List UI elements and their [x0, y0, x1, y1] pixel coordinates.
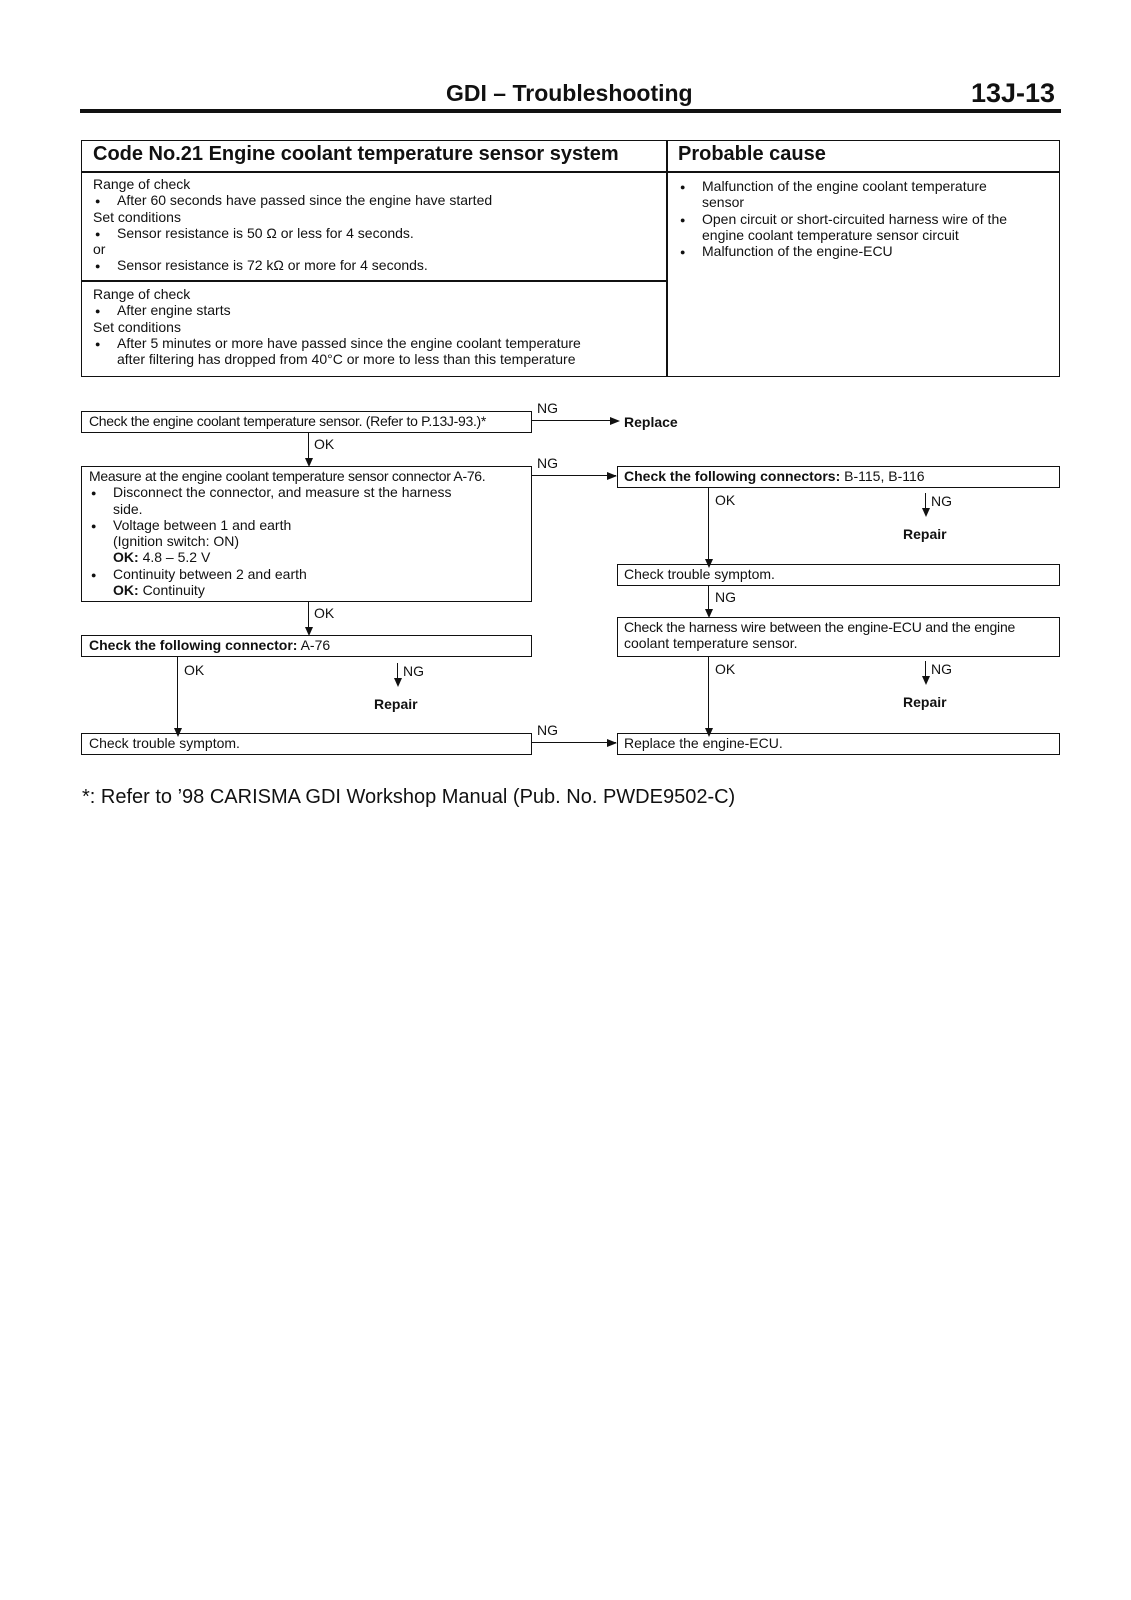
ng-label: NG	[715, 589, 736, 605]
right3-content	[624, 619, 1015, 652]
footnote: *: Refer to ’98 CARISMA GDI Workshop Manual (Pub. No. PWDE9502-C)	[82, 786, 736, 808]
ok-arrow-line	[177, 657, 178, 733]
ng-label: NG	[931, 493, 952, 509]
ok-label: OK	[184, 662, 205, 678]
ok-arrow-line	[708, 488, 709, 564]
arrow-right-icon	[607, 472, 617, 480]
ok-arrow-line	[708, 657, 709, 733]
right3-label-continued: coolant temperature sensor.	[624, 635, 798, 652]
step2-item: Continuity between 2 and earth	[113, 565, 307, 582]
repair-result: Repair	[903, 526, 947, 542]
ok-label: OK	[715, 492, 736, 508]
or-label: or	[93, 241, 106, 258]
step2-item-continued: side.	[113, 500, 143, 517]
repair-result: Repair	[374, 696, 418, 712]
step2-title: Measure at the engine coolant temperature sensor connector A-76.	[89, 468, 486, 484]
check-block-2	[93, 286, 581, 367]
right2-label: Check trouble symptom.	[624, 566, 775, 582]
table-header-divider	[81, 171, 1060, 173]
arrow-down-icon	[922, 676, 930, 685]
cause-item-continued: sensor	[702, 194, 745, 211]
range-of-check-item: After 60 seconds have passed since the engine have started	[117, 192, 493, 209]
range-of-check-item: After engine starts	[117, 302, 231, 319]
step2-item-continued: (Ignition switch: ON)	[113, 533, 240, 550]
arrow-right-icon	[610, 417, 620, 425]
repair-result: Repair	[903, 694, 947, 710]
ok-spec-value: Continuity	[142, 582, 205, 599]
set-conditions-label: Set conditions	[93, 318, 181, 335]
check-block-1	[93, 176, 492, 274]
ng-label: NG	[537, 400, 558, 416]
ng-label: NG	[403, 663, 424, 679]
right1-label: Check the following connectors:	[624, 468, 841, 484]
ok-spec-value: 4.8 – 5.2 V	[142, 549, 211, 566]
step2-item: Disconnect the connector, and measure st the harness	[113, 484, 452, 501]
table-column-divider	[666, 140, 668, 377]
ok-label: OK	[715, 661, 736, 677]
ng-arrow-line	[532, 420, 612, 421]
code-title: Code No.21 Engine coolant temperature sensor system	[93, 143, 619, 165]
ok-label: OK	[314, 436, 335, 452]
replace-result: Replace	[624, 414, 678, 430]
set-condition-item: Sensor resistance is 72 kΩ or more for 4 seconds.	[117, 257, 428, 274]
cause-item: Malfunction of the engine-ECU	[702, 243, 893, 260]
arrow-right-icon	[607, 739, 617, 747]
header-rule	[80, 109, 1061, 113]
ng-label: NG	[537, 722, 558, 738]
table-block-divider	[81, 280, 667, 282]
cause-item-continued: engine coolant temperature sensor circuit	[702, 226, 959, 243]
set-condition-item: Sensor resistance is 50 Ω or less for 4 seconds.	[117, 224, 414, 241]
probable-cause-list	[678, 178, 1007, 259]
ok-label: OK	[314, 605, 335, 621]
page-number: 13J-13	[971, 78, 1056, 108]
ng-arrow-line	[532, 475, 616, 476]
ng-label: NG	[537, 455, 558, 471]
step2-content	[89, 468, 485, 598]
step3-connector: A-76	[300, 637, 331, 653]
step4-label: Check trouble symptom.	[89, 735, 240, 751]
right4-label: Replace the engine-ECU.	[624, 735, 783, 751]
step2-item: Voltage between 1 and earth	[113, 516, 292, 533]
arrow-down-icon	[394, 678, 402, 687]
cause-item: Open circuit or short-circuited harness wire of the	[702, 210, 1008, 227]
cause-item: Malfunction of the engine coolant temperature	[702, 178, 987, 194]
ok-spec-label: OK:	[113, 582, 139, 599]
ok-spec-label: OK:	[113, 549, 139, 566]
step1-label: Check the engine coolant temperature sensor. (Refer to P.13J-93.)*	[89, 413, 487, 429]
set-condition-item: After 5 minutes or more have passed since the engine coolant temperature	[117, 334, 581, 351]
set-conditions-label: Set conditions	[93, 208, 181, 225]
set-condition-item-continued: after filtering has dropped from 40°C or more to less than this temperature	[117, 351, 576, 368]
range-of-check-label: Range of check	[93, 176, 191, 192]
right1-connectors: B-115, B-116	[844, 468, 925, 484]
right3-label: Check the harness wire between the engine-ECU and the engine	[624, 619, 1016, 635]
range-of-check-label: Range of check	[93, 286, 191, 302]
arrow-down-icon	[922, 508, 930, 517]
page-title: GDI – Troubleshooting	[446, 80, 693, 106]
ng-arrow-line	[532, 742, 616, 743]
step3-label: Check the following connector:	[89, 637, 298, 653]
ng-label: NG	[931, 661, 952, 677]
probable-cause-title: Probable cause	[678, 143, 826, 165]
